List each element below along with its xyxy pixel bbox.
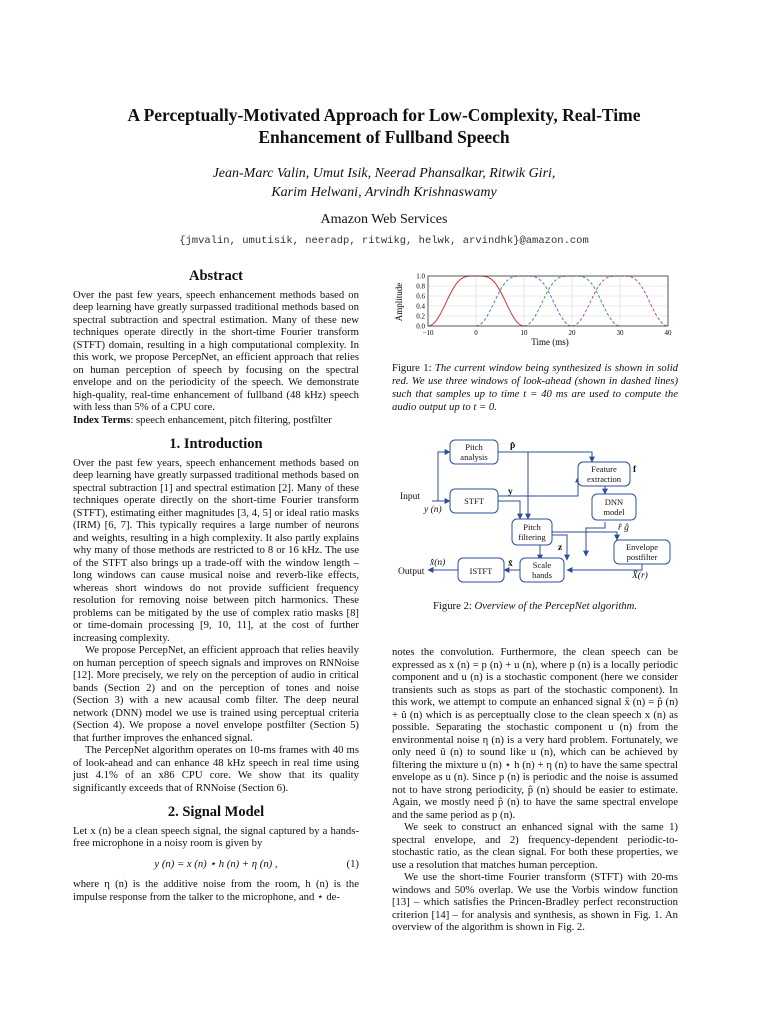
affiliation: Amazon Web Services bbox=[320, 212, 448, 227]
y-tick-label: 0.2 bbox=[416, 312, 425, 321]
right-paragraph-1: notes the convolution. Furthermore, the clean speech can be expressed as x (n) = p (n) + u (n), where p (n) is a locally periodic component and u (n) is a stochastic component (here we consider transients such as stops as part of the stochastic component). In this work, we attempt to compute an enhanced signal x̂ (n) = p̂ (n) + û (n) which is as perceptually close to the clean speech x (n) as possible. Separating the stochastic component u (n) from the environmental noise η (n) is a very hard problem. Fortunately, we only need û (n) to sound like u (n), which can be achieved by filtering the mixture u (n) ⋆ h (n) + η (n) to have the same spectral envelope as u (n). Since p (n) is periodic and the noise is assumed not to have strong periodicity, p̂ (n) should be easier to estimate. Again, we mostly need p̂ (n) to have the same spectral envelope and the same period as p (n). bbox=[392, 646, 678, 821]
stft-label: STFT bbox=[464, 496, 484, 506]
pitch-filtering-line-2: filtering bbox=[518, 532, 546, 542]
equation-number: (1) bbox=[346, 857, 359, 870]
signal-paragraph-1: Let x (n) be a clean speech signal, the signal captured by a hands-free microphone in a noisy room is given by bbox=[73, 824, 359, 849]
x-tick-label: −10 bbox=[422, 329, 434, 337]
abstract-text: Over the past few years, speech enhancement methods based on deep learning have greatly surpassed traditional methods based on spectral subtraction and spectral estimation. Many of these new techniques operate directly in the short-time Fourier transform (STFT) domain, resulting in a high computational complexity. In this work, we propose PercepNet, an efficient approach that relies on human perception of speech by focusing on the spectral envelope and on the periodicity of the speech. We demonstrate high-quality, real-time enhancement of fullband (48 kHz) speech with less than 5% of a CPU core. bbox=[73, 288, 359, 413]
intro-paragraph-2: We propose PercepNet, an efficient approach that relies heavily on human perception of speech signals and improves on RNNoise [12]. More precisely, we rely on the perception of audio in critical bands (Section 2) and on the perception of tones and noise (Section 3) with a new acausal comb filter. The deep neural network (DNN) model we use is trained using perceptual criteria (Section 4). We propose a novel envelope postfilter (Section 5) that further improves the enhanced signal. bbox=[73, 644, 359, 744]
right-column-text bbox=[392, 646, 678, 934]
left-column bbox=[73, 270, 359, 903]
dnn-model-line-2: model bbox=[603, 507, 625, 517]
x-axis-label: Time (ms) bbox=[531, 337, 569, 347]
scale-bands-line-2: bands bbox=[532, 570, 552, 580]
output-signal-label: x̂(n) bbox=[430, 558, 446, 568]
right-paragraph-2: We seek to construct an enhanced signal with the same 1) spectral envelope, and 2) frequency-dependent periodic-to-stochastic ratio, as the clean signal. For both these properties, we use a resolution that matches human perception. bbox=[392, 821, 678, 871]
plot-curves bbox=[428, 276, 668, 326]
scale-bands-line-1: Scale bbox=[532, 560, 552, 570]
plot-frame bbox=[428, 276, 668, 326]
gain-label: r̂ ĝ bbox=[618, 523, 629, 533]
input-signal-label: y (n) bbox=[424, 505, 442, 515]
enhanced-spectrum-label: x̂ bbox=[508, 559, 513, 569]
envelope-postfilter-line-1: Envelope bbox=[625, 542, 659, 552]
x-tick-label: 40 bbox=[664, 329, 672, 337]
postfilter-output-label: X̂(r) bbox=[632, 571, 648, 581]
y-tick-label: 0.4 bbox=[416, 302, 425, 311]
intro-paragraph-1: Over the past few years, speech enhancement methods based on deep learning have greatly surpassed traditional methods based on spectral subtraction [1] and spectral estimation [2]. Many of these techniques operate directly on the short-time Fourier transform (STFT), estimating either magnitudes [3, 4, 5] or ideal ratio masks (IRM) [6, 7]. This typically requires a large number of neurons and weights, resulting in a high complexity. It also partly explains why many of those methods are restricted to 8 or 16 kHz. The use of the STFT also brings up a trade-off with the window length – long windows can cause musical noise and reverb-like effects, whereas short windows do not provide sufficient frequency resolution for removing noise between pitch harmonics. These problems can be mitigated by the use of complex ratio masks [8] or time-domain processing [9, 10, 11], at the cost of further increasing complexity. bbox=[73, 456, 359, 644]
dnn-model-line-1: DNN bbox=[604, 497, 624, 507]
feature-extraction-line-2: extraction bbox=[587, 474, 621, 484]
y-tick-label: 0.6 bbox=[416, 292, 425, 301]
author-list bbox=[60, 164, 708, 202]
title-line-1: A Perceptually-Motivated Approach for Low-Complexity, Real-Time bbox=[127, 105, 641, 125]
intro-heading: 1. Introduction bbox=[169, 436, 263, 452]
figure-2-label: Figure 2: bbox=[432, 600, 472, 612]
figure-1-caption-text: The current window being synthesized is shown in solid red. We use three windows of look-ahead (shown in dashed lines) such that samples up to time t = 40 ms are used to compute the audio output up to t = 0. bbox=[392, 362, 679, 413]
equation-1 bbox=[73, 858, 359, 871]
x-tick-label: 10 bbox=[520, 329, 528, 337]
pitch-filtering-line-1: Pitch bbox=[523, 522, 541, 532]
figure-1-window-plot bbox=[392, 270, 682, 350]
x-tick-label: 0 bbox=[474, 329, 478, 337]
y-tick-label: 1.0 bbox=[416, 272, 425, 281]
features-label: f bbox=[633, 465, 637, 475]
pitch-analysis-line-1: Pitch bbox=[465, 442, 483, 452]
filtered-label: z bbox=[558, 543, 563, 553]
index-terms-label: Index Terms bbox=[73, 413, 131, 426]
input-label: Input bbox=[400, 492, 421, 502]
envelope-postfilter-line-2: postfilter bbox=[626, 552, 658, 562]
pitch-label: p̂ bbox=[510, 441, 516, 451]
spectrum-label: y bbox=[508, 487, 513, 497]
signal-model-heading: 2. Signal Model bbox=[167, 804, 265, 820]
figure-1-label: Figure 1: bbox=[392, 362, 432, 374]
index-terms-text: : speech enhancement, pitch filtering, postfilter bbox=[130, 413, 332, 426]
authors-line-2: Karim Helwani, Arvindh Krishnaswamy bbox=[271, 185, 497, 200]
feature-extraction-line-1: Feature bbox=[591, 464, 617, 474]
abstract-heading: Abstract bbox=[189, 268, 243, 284]
index-terms bbox=[73, 414, 359, 427]
equation-text: y (n) = x (n) ⋆ h (n) + η (n) , bbox=[154, 857, 278, 870]
paper-title bbox=[60, 104, 708, 148]
y-tick-label: 0.8 bbox=[416, 282, 425, 291]
y-tick-label: 0.0 bbox=[416, 322, 425, 331]
authors-line-1: Jean-Marc Valin, Umut Isik, Neerad Phansalkar, Ritwik Giri, bbox=[212, 166, 556, 181]
figure-2-block-diagram bbox=[392, 432, 682, 592]
figure-2-caption bbox=[392, 600, 678, 613]
pitch-analysis-line-2: analysis bbox=[460, 452, 488, 462]
y-axis-label: Amplitude bbox=[394, 282, 404, 322]
plot-grid bbox=[428, 276, 668, 326]
title-line-2: Enhancement of Fullband Speech bbox=[258, 127, 510, 147]
x-tick-label: 30 bbox=[616, 329, 624, 337]
email-list: {jmvalin, umutisik, neeradp, ritwikg, helwk, arvindhk}@amazon.com bbox=[179, 235, 589, 247]
signal-paragraph-2: where η (n) is the additive noise from the room, h (n) is the impulse response from the talker to the microphone, and ⋆ de- bbox=[73, 878, 359, 903]
plot-axes bbox=[416, 273, 672, 338]
output-label: Output bbox=[398, 567, 425, 577]
figure-1-caption bbox=[392, 362, 678, 414]
x-tick-label: 20 bbox=[568, 329, 576, 337]
istft-label: ISTFT bbox=[469, 566, 493, 576]
figure-2-caption-text: Overview of the PercepNet algorithm. bbox=[474, 600, 638, 612]
intro-paragraph-3: The PercepNet algorithm operates on 10-ms frames with 40 ms of look-ahead and can enhance 48 kHz speech in real time using just 4.1% of an x86 CPU core. We show that its quality significantly exceeds that of RNNoise (Section 6). bbox=[73, 744, 359, 794]
right-paragraph-3: We use the short-time Fourier transform (STFT) with 20-ms windows and 50% overlap. We use the Vorbis window function [13] – which satisfies the Princen-Bradley perfect reconstruction criterion [14] – for analysis and synthesis, as shown in Fig. 1. An overview of the algorithm is shown in Fig. 2. bbox=[392, 871, 678, 933]
